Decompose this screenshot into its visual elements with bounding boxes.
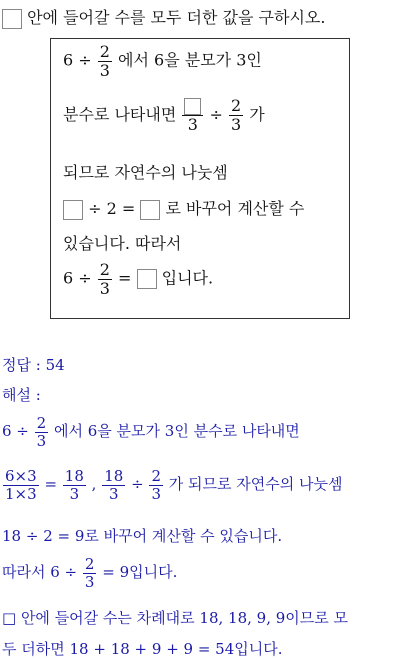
solution-line-3: 18 ÷ 2 = 9로 바꾸어 계산할 수 있습니다.: [2, 527, 283, 545]
blank-box: [63, 200, 83, 220]
fraction-18-3: $\frac{18}{3}$: [104, 467, 124, 503]
box-line-3: 되므로 자연수의 나눗셈: [63, 163, 228, 182]
blank-box: [140, 200, 160, 220]
fraction-6x3-1x3: $\frac{6\times 3}{1\times 3}$: [5, 467, 37, 503]
solution-line-1: 6 ÷ $\frac{2}{3}$ 에서 6을 분모가 3인 분수로 나타내면: [2, 414, 300, 450]
answer-line: 정답 : 54: [2, 356, 65, 374]
fraction-blank-over-3: 3: [182, 97, 203, 134]
solution-line-6: 두 더하면 18 + 18 + 9 + 9 = 54입니다.: [2, 640, 283, 658]
fraction-2-3: $\frac{2}{3}$: [36, 414, 47, 450]
fraction-2-3: $\frac{2}{3}$: [230, 96, 242, 134]
blank-box-icon: [2, 9, 22, 29]
fraction-2-3: $\frac{2}{3}$: [99, 260, 110, 298]
fraction-2-3: $\frac{2}{3}$: [151, 467, 162, 503]
box-line-5: 있습니다. 따라서: [63, 234, 182, 253]
fraction-2-3: $\frac{2}{3}$: [84, 555, 95, 591]
explanation-label: 해설 :: [2, 386, 41, 404]
box-line-6: 6 ÷ $\frac{2}{3}$ = 입니다.: [63, 260, 214, 298]
problem-box: [50, 38, 350, 319]
box-line-1: 6 ÷ $\frac{2}{3}$ 에서 6을 분모가 3인: [63, 42, 262, 80]
blank-box: [137, 269, 157, 289]
solution-line-5: □ 안에 들어갈 수는 차례대로 18, 18, 9, 9이므로 모: [2, 609, 349, 627]
fraction-2-3: $\frac{2}{3}$: [99, 42, 110, 80]
solution-line-4: 따라서 6 ÷ $\frac{2}{3}$ = 9입니다.: [2, 555, 178, 591]
box-line-4: ÷ 2 = 로 바꾸어 계산할 수: [63, 196, 304, 220]
blank-box: [184, 98, 201, 115]
fraction-18-3: $\frac{18}{3}$: [64, 467, 84, 503]
prompt-text: 안에 들어갈 수를 모두 더한 값을 구하시오.: [27, 8, 326, 27]
solution-line-2: $\frac{6\times 3}{1\times 3}$ = $\frac{18}{3}$ , $\frac{18}{3}$ ÷ $\frac{2}{3}$ 가 되므로 자연수의 나눗셈: [5, 467, 343, 503]
box-line-2: 분수로 나타내면 3 ÷ $\frac{2}{3}$ 가: [63, 96, 265, 134]
question-prompt: [2, 5, 325, 29]
